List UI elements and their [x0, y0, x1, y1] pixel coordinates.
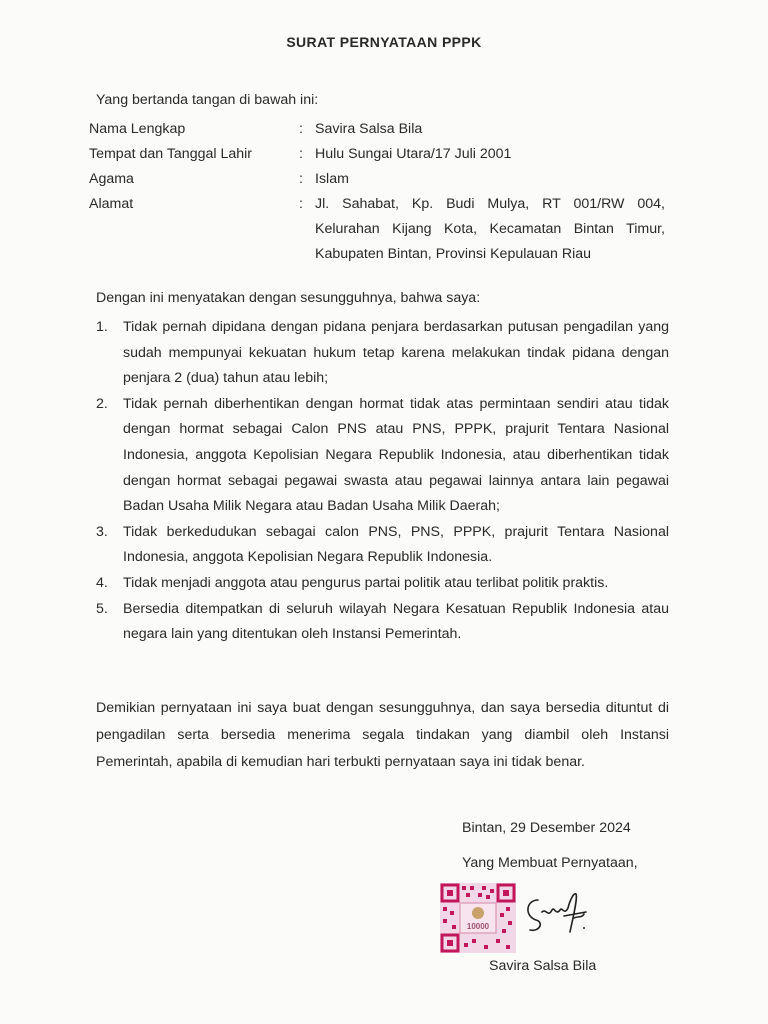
- address-label: Alamat: [89, 196, 134, 212]
- birth-label: Tempat dan Tanggal Lahir: [89, 146, 253, 162]
- list-item: [96, 520, 669, 571]
- maker-label: Yang Membuat Pernyataan,: [462, 855, 638, 871]
- intro-text: Yang bertanda tangan di bawah ini:: [96, 92, 319, 108]
- item-number: 3.: [96, 523, 108, 540]
- signer-name: Savira Salsa Bila: [489, 958, 597, 974]
- statement-list: [96, 315, 669, 648]
- identity-table: [89, 117, 679, 267]
- list-item: [96, 392, 669, 520]
- item-number: 5.: [96, 600, 108, 617]
- handwritten-signature: [518, 882, 598, 942]
- identity-row-name: [89, 117, 679, 142]
- closing-paragraph: Demikian pernyataan ini saya buat dengan sesungguhnya, dan saya bersedia dituntut di pengadilan serta bersedia menerima segala tindakan yang diambil oleh Instansi Pemerintah, apabila di kemudian hari terbukti pernyataan saya ini tidak benar.: [96, 700, 669, 770]
- signature-icon: [518, 882, 598, 942]
- name-label: Nama Lengkap: [89, 121, 186, 137]
- colon: :: [299, 171, 303, 187]
- document-title: SURAT PERNYATAAN PPPK: [286, 34, 482, 50]
- identity-row-birth: [89, 142, 679, 167]
- colon: :: [299, 146, 303, 162]
- list-item: [96, 597, 669, 648]
- identity-row-religion: [89, 167, 679, 192]
- religion-label: Agama: [89, 171, 134, 187]
- name-value: Savira Salsa Bila: [315, 121, 423, 137]
- colon: :: [299, 121, 303, 137]
- item-text: Bersedia ditempatkan di seluruh wilayah Negara Kesatuan Republik Indonesia atau negara lain yang ditentukan oleh Instansi Pemerintah.: [123, 600, 669, 643]
- item-text: Tidak pernah dipidana dengan pidana penjara berdasarkan putusan pengadilan yang sudah mempunyai kekuatan hukum tetap karena melakukan tindak pidana dengan penjara 2 (dua) tahun atau lebih;: [123, 319, 669, 387]
- religion-value: Islam: [315, 171, 349, 187]
- item-number: 4.: [96, 574, 108, 591]
- address-value: Jl. Sahabat, Kp. Budi Mulya, RT 001/RW 004, Kelurahan Kijang Kota, Kecamatan Bintan Timur, Kabupaten Bintan, Provinsi Kepulauan Riau: [315, 196, 665, 262]
- qr-stamp-icon: [440, 883, 516, 953]
- list-item: [96, 571, 669, 597]
- colon: :: [299, 196, 303, 212]
- item-text: Tidak berkedudukan sebagai calon PNS, PNS, PPPK, prajurit Tentara Nasional Indonesia, anggota Kepolisian Negara Republik Indonesia.: [123, 523, 669, 566]
- item-number: 2.: [96, 395, 108, 412]
- place-date: Bintan, 29 Desember 2024: [462, 820, 631, 836]
- meterai-stamp: [440, 883, 516, 953]
- birth-value: Hulu Sungai Utara/17 Juli 2001: [315, 146, 512, 162]
- statement-intro: Dengan ini menyatakan dengan sesungguhnya, bahwa saya:: [96, 290, 481, 306]
- item-text: Tidak pernah diberhentikan dengan hormat tidak atas permintaan sendiri atau tidak dengan hormat sebagai Calon PNS atau PNS, PPPK, prajurit Tentara Nasional Indonesia, anggota Kepolisian Negara Republik Indonesia, atau diberhentikan tidak dengan hormat sebagai pegawai swasta atau pegawai lainnya antara lain pegawai Badan Usaha Milik Negara atau Badan Usaha Milik Daerah;: [123, 395, 669, 515]
- identity-row-address: [89, 192, 679, 267]
- list-item: [96, 315, 669, 392]
- item-text: Tidak menjadi anggota atau pengurus partai politik atau terlibat politik praktis.: [123, 574, 609, 591]
- svg-text:10000: 10000: [466, 922, 490, 931]
- item-number: 1.: [96, 319, 108, 335]
